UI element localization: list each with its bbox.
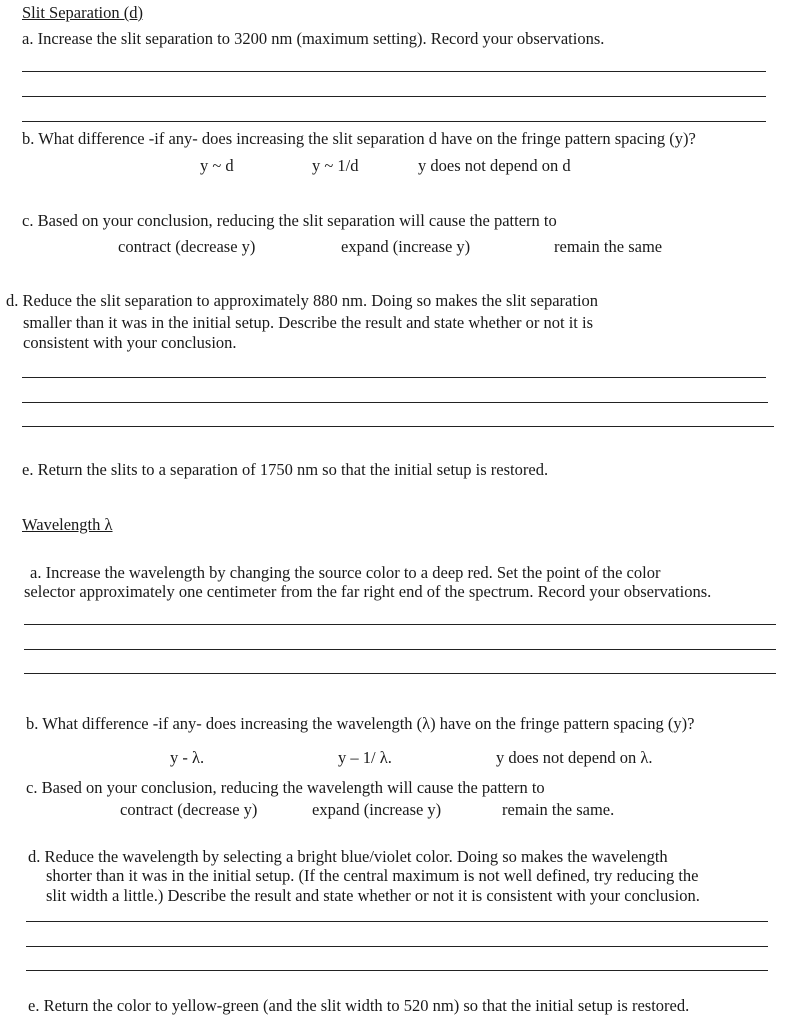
- slit-b-option-2[interactable]: y ~ 1/d: [312, 156, 359, 175]
- wave-question-a-line1: a. Increase the wavelength by changing the source color to a deep red. Set the point of the color: [30, 563, 661, 582]
- wave-question-b: b. What difference -if any- does increasing the wavelength (λ) have on the fringe pattern spacing (y)?: [26, 714, 695, 733]
- answer-line[interactable]: [24, 624, 776, 625]
- wave-question-c: c. Based on your conclusion, reducing the wavelength will cause the pattern to: [26, 778, 545, 797]
- wave-b-option-1[interactable]: y - λ.: [170, 748, 205, 767]
- wave-question-d-line1: d. Reduce the wavelength by selecting a bright blue/violet color. Doing so makes the wavelength: [28, 847, 668, 866]
- answer-line[interactable]: [22, 71, 766, 72]
- answer-line[interactable]: [22, 96, 766, 97]
- wave-question-a-line2: selector approximately one centimeter from the far right end of the spectrum. Record your observations.: [24, 582, 712, 601]
- wave-question-e: e. Return the color to yellow-green (and the slit width to 520 nm) so that the initial setup is restored.: [28, 996, 690, 1015]
- slit-separation-heading: Slit Separation (d): [22, 3, 143, 22]
- wave-c-option-1[interactable]: contract (decrease y): [120, 800, 258, 819]
- slit-c-option-3[interactable]: remain the same: [554, 237, 663, 256]
- answer-line[interactable]: [22, 402, 768, 403]
- slit-question-d-line1: d. Reduce the slit separation to approximately 880 nm. Doing so makes the slit separation: [6, 291, 599, 310]
- wavelength-heading: Wavelength λ: [22, 515, 113, 534]
- slit-question-d-line3: consistent with your conclusion.: [23, 333, 237, 352]
- answer-line[interactable]: [26, 946, 768, 947]
- wave-c-option-2[interactable]: expand (increase y): [312, 800, 442, 819]
- answer-line[interactable]: [24, 673, 776, 674]
- answer-line[interactable]: [22, 377, 766, 378]
- slit-question-b: b. What difference -if any- does increasing the slit separation d have on the fringe pattern spacing (y)?: [22, 129, 696, 148]
- answer-line[interactable]: [24, 649, 776, 650]
- slit-b-option-1[interactable]: y ~ d: [200, 156, 234, 175]
- wave-question-d-line2: shorter than it was in the initial setup. (If the central maximum is not well defined, try reducing the: [46, 866, 699, 885]
- answer-line[interactable]: [22, 121, 766, 122]
- wave-question-d-line3: slit width a little.) Describe the result and state whether or not it is consistent with your conclusion.: [46, 886, 700, 905]
- slit-question-d-line2: smaller than it was in the initial setup. Describe the result and state whether or not it is: [23, 313, 594, 332]
- slit-b-option-3[interactable]: y does not depend on d: [418, 156, 571, 175]
- answer-line[interactable]: [26, 921, 768, 922]
- answer-line[interactable]: [26, 970, 768, 971]
- wave-b-option-3[interactable]: y does not depend on λ.: [496, 748, 653, 767]
- slit-c-option-2[interactable]: expand (increase y): [341, 237, 471, 256]
- slit-c-option-1[interactable]: contract (decrease y): [118, 237, 256, 256]
- slit-question-c: c. Based on your conclusion, reducing the slit separation will cause the pattern to: [22, 211, 557, 230]
- answer-line[interactable]: [22, 426, 774, 427]
- slit-question-e: e. Return the slits to a separation of 1750 nm so that the initial setup is restored.: [22, 460, 549, 479]
- wave-b-option-2[interactable]: y – 1/ λ.: [338, 748, 392, 767]
- wave-c-option-3[interactable]: remain the same.: [502, 800, 615, 819]
- slit-question-a: a. Increase the slit separation to 3200 nm (maximum setting). Record your observations.: [22, 29, 605, 48]
